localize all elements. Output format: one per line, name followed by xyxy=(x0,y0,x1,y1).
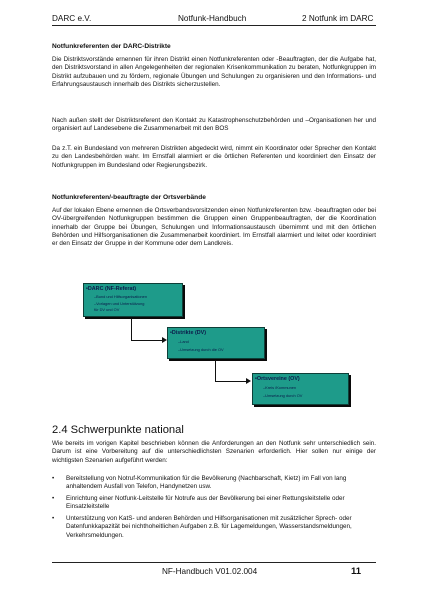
connector-line xyxy=(131,340,162,341)
paragraph-distrikte-3: Da z.T. ein Bundesland von mehreren Distrikten abgedeckt wird, nimmt ein Koordinator oder Sprecher den Kontakt zu den Landesbehörden wahr. Im Ernstfall alarmiert er die örtlichen Referenten und koordiniert den Einsatz der Notfunkgruppen im Bundesland oder Regierungsbezirk. xyxy=(52,145,376,169)
list-item-text: Bereitstellung von Notruf-Kommunikation für die Bevölkerung (Nachbarschaft, Kietz) im Fall von lang anhaltendem Ausfall von Telefon, Handynetzen usw. xyxy=(66,475,347,491)
section-heading-ortsverbaende: Notfunkreferenten/-beauftragte der Ortsverbände xyxy=(52,194,206,201)
diagram-box-distrikte-line: –Land xyxy=(178,339,189,344)
diagram-box-distrikte xyxy=(167,327,265,359)
header-divider xyxy=(52,25,376,26)
bullet-icon: • xyxy=(52,494,55,502)
header-organization: DARC e.V. xyxy=(52,14,92,23)
section-heading-distrikte: Notfunkreferenten der DARC-Distrikte xyxy=(52,43,171,50)
diagram-box-distrikte-line: –Umsetzung durch die OV xyxy=(178,347,224,352)
diagram-box-darc-line: für DV und OV xyxy=(94,307,120,312)
page-number: 11 xyxy=(351,566,362,577)
paragraph-distrikte-1: Die Distriktsvorstände ernennen für ihren Distrikt einen Notfunkreferenten oder -Beauftragten, der die Aufgabe hat, den Distriktsvorstand in allen Angelegenheiten der regionalen Krisenkommunikation zu beraten, Notfunkgruppen im Distrikt aufzubauen und zu fördern, regionale Übungen und Schulungen zu organisieren und den Informations- und Erfahrungsaustausch innerhalb des Distrikts sicherzustellen. xyxy=(52,56,376,88)
diagram-box-distrikte-title: •Distrikte (DV) xyxy=(170,330,207,336)
diagram-box-ortsvereine-line: –Umsetzung durch OV xyxy=(263,393,303,398)
arrow-right-icon xyxy=(246,378,251,384)
diagram-box-darc xyxy=(83,283,183,317)
paragraph-distrikte-2: Nach außen stellt der Distriktsreferent den Kontakt zu Katastrophenschutzbehörden und –Organisationen her und organisiert auf Landesebene die Zusammenarbeit mit den BOS xyxy=(52,117,376,133)
section-heading-schwerpunkte: 2.4 Schwerpunkte national xyxy=(52,424,184,436)
diagram-box-darc-line: –Bund und Hilfsorganisationen xyxy=(94,294,147,299)
footer-version: NF-Handbuch V01.02.004 xyxy=(162,567,258,576)
header-title: Notfunk-Handbuch xyxy=(178,14,247,23)
connector-line xyxy=(215,381,246,382)
list-item xyxy=(52,475,376,492)
paragraph-schwerpunkte-intro: Wie bereits im vorigen Kapitel beschrieben können die Anforderungen an den Notfunk sehr unterschiedlich sein. Darum ist eine Vorbereitung auf die unterschiedlichsten Szenarien erforderlich. Hier sollen nur einige der wichtigsten Szenarien aufgeführt werden: xyxy=(52,440,376,464)
list-item xyxy=(52,515,376,540)
diagram-box-ortsvereine-line: –Kreis /Kommunen xyxy=(263,385,297,390)
list-item-text: Einrichtung einer Notfunk-Leitstelle für Notrufe aus der Bevölkerung bei einer Rettungsleitstelle oder Einsatzleitstelle xyxy=(66,494,345,511)
scenario-list xyxy=(52,475,376,543)
footer-divider xyxy=(52,562,376,563)
header-chapter: 2 Notfunk im DARC xyxy=(302,14,374,23)
list-item-text: Unterstützung von KatS- und anderen Behörden und Hilfsorganisationen mit zusätzlicher Sprech- oder Datenfunkkapazität bei nichthoheitlichen Aufgaben z.B. für Lagemeldungen, Wasserstandsmeldungen, Verkehrsmeldungen. xyxy=(66,514,352,539)
bullet-icon: • xyxy=(52,514,55,522)
bullet-icon: • xyxy=(52,475,55,482)
connector-line xyxy=(215,360,216,382)
diagram-box-ortsvereine xyxy=(252,373,349,405)
diagram-box-darc-title: •DARC (NF-Referat) xyxy=(86,286,137,292)
paragraph-ortsverbaende: Auf der lokalen Ebene ernennen die Ortsverbandsvorsitzenden einen Notfunkreferenten bzw. -beauftragten oder bei OV-übergreifenden Notfunkgruppen bestimmen die Gruppen einen Gruppenbeauftragten, der die Koordination innerhalb der Gruppe bei Übungen, Schulungen und Informationsaustausch übernimmt und mit den örtlichen Behörden und Hilfsorganisationen die Zusammenarbeit koordiniert. Im Ernstfall alarmiert und leitet oder koordiniert er den Einsatz der Gruppe in der Kommune oder dem Landkreis. xyxy=(52,207,376,248)
list-item xyxy=(52,495,376,512)
connector-line xyxy=(131,318,132,341)
diagram-box-darc-line: –Vorlagen und Unterstützung xyxy=(94,301,145,306)
diagram-box-ortsvereine-title: •Ortsvereine (OV) xyxy=(255,376,300,382)
